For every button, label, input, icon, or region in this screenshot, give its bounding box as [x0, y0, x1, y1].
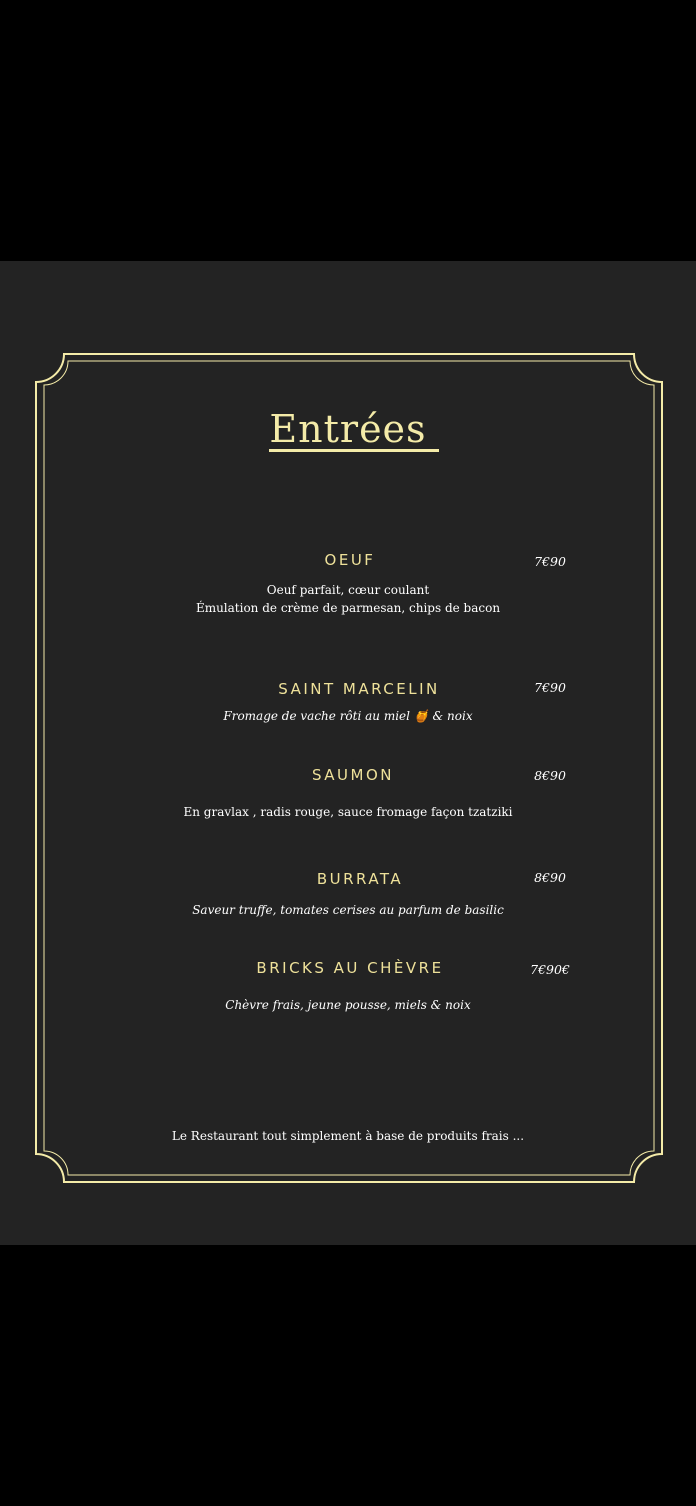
dish-description-oeuf-line-1: Oeuf parfait, cœur coulant — [266, 583, 430, 597]
dish-name-burrata: BURRATA — [316, 870, 404, 888]
dish-description-saumon: En gravlax , radis rouge, sauce fromage façon tzatziki — [183, 805, 513, 819]
dish-price-burrata: 8€90 — [534, 870, 566, 885]
dish-description-oeuf-line-2: Émulation de crème de parmesan, chips de bacon — [195, 601, 501, 615]
dish-name-saumon: SAUMON — [311, 766, 395, 784]
dish-name-saint-marcelin: SAINT MARCELIN — [278, 680, 440, 698]
dish-name-oeuf: OEUF — [324, 551, 376, 569]
page-title: Entrées — [0, 407, 696, 452]
dish-price-bricks-au-chevre: 7€90€ — [530, 962, 570, 977]
dish-price-saint-marcelin: 7€90 — [534, 680, 566, 695]
dish-description-bricks-au-chevre: Chèvre frais, jeune pousse, miels & noix — [225, 998, 471, 1012]
footer-tagline: Le Restaurant tout simplement à base de produits frais ... — [171, 1129, 525, 1143]
dish-name-bricks-au-chevre: BRICKS AU CHÈVRE — [256, 959, 444, 977]
dish-price-oeuf: 7€90 — [534, 554, 566, 569]
menu-card — [0, 261, 696, 1245]
dish-description-burrata: Saveur truffe, tomates cerises au parfum de basilic — [192, 903, 504, 917]
dish-description-saint-marcelin: Fromage de vache rôti au miel 🍯 & noix — [223, 709, 473, 723]
dish-price-saumon: 8€90 — [534, 768, 566, 783]
